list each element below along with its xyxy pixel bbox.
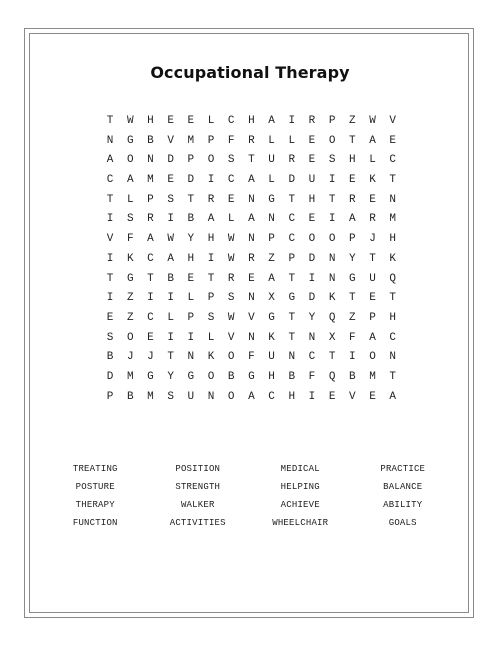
- grid-letter: E: [187, 272, 195, 285]
- grid-letter: W: [126, 115, 134, 127]
- grid-letter: K: [328, 292, 336, 305]
- grid-letter: I: [167, 331, 174, 344]
- grid-letter: B: [126, 390, 134, 403]
- word-list-item: WHEELCHAIR: [272, 518, 329, 528]
- grid-letter: E: [369, 390, 376, 403]
- grid-letter: T: [248, 154, 255, 167]
- grid-letter: A: [248, 390, 255, 403]
- grid-letter: A: [369, 134, 376, 147]
- grid-letter: Y: [349, 252, 356, 265]
- grid-letter: L: [369, 154, 376, 167]
- grid-letter: G: [248, 370, 255, 383]
- grid-letter: L: [207, 115, 215, 127]
- grid-letter: W: [227, 233, 235, 246]
- grid-letter: S: [126, 213, 134, 226]
- grid-letter: K: [369, 174, 376, 187]
- word-list-item: FUNCTION: [72, 518, 118, 528]
- grid-letter: K: [126, 252, 134, 265]
- grid-letter: T: [106, 272, 114, 285]
- grid-letter: V: [106, 233, 114, 246]
- grid-letter: Q: [328, 311, 336, 324]
- grid-letter: F: [227, 134, 235, 147]
- grid-letter: B: [288, 370, 296, 383]
- grid-letter: K: [268, 331, 275, 344]
- grid-letter: A: [126, 174, 134, 187]
- grid-letter: C: [227, 115, 235, 127]
- grid-letter: D: [308, 252, 316, 265]
- word-list: [44, 460, 454, 532]
- grid-letter: R: [349, 193, 356, 206]
- grid-letter: B: [227, 370, 235, 383]
- grid-letter: F: [126, 233, 134, 246]
- grid-letter: U: [369, 272, 376, 285]
- grid-letter: C: [288, 213, 296, 226]
- grid-letter: I: [187, 331, 195, 344]
- grid-letter: F: [248, 351, 255, 364]
- grid-letter: O: [328, 134, 336, 147]
- grid-letter: S: [106, 331, 114, 344]
- grid-letter: H: [349, 154, 356, 167]
- grid-letter: L: [288, 134, 296, 147]
- grid-letter: E: [308, 134, 316, 147]
- grid-letter: E: [187, 115, 195, 127]
- grid-letter: C: [308, 351, 316, 364]
- grid-letter: K: [389, 252, 397, 265]
- grid-letter: E: [308, 154, 316, 167]
- word-list-item: POSITION: [175, 464, 221, 474]
- grid-letter: T: [349, 292, 356, 305]
- grid-letter: T: [349, 134, 356, 147]
- grid-letter: A: [268, 272, 275, 285]
- grid-letter: C: [106, 174, 114, 187]
- grid-letter: L: [227, 213, 235, 226]
- grid-letter: B: [187, 213, 195, 226]
- grid-letter: A: [106, 154, 114, 167]
- grid-letter: Q: [389, 272, 397, 285]
- grid-letter: I: [207, 252, 215, 265]
- grid-letter: A: [147, 233, 154, 246]
- word-list-item: BALANCE: [383, 482, 423, 492]
- grid-letter: G: [126, 134, 134, 147]
- grid-letter: T: [288, 272, 296, 285]
- grid-letter: L: [126, 193, 134, 206]
- grid-letter: J: [369, 233, 376, 246]
- grid-letter: N: [389, 193, 397, 206]
- grid-letter: R: [248, 252, 255, 265]
- grid-letter: Y: [167, 370, 174, 383]
- grid-letter: U: [268, 154, 275, 167]
- grid-letter: O: [126, 154, 134, 167]
- grid-letter: P: [147, 193, 154, 206]
- grid-letter: L: [268, 174, 275, 187]
- grid-letter: G: [349, 272, 356, 285]
- grid-letter: Z: [268, 252, 275, 265]
- grid-letter: E: [167, 115, 174, 127]
- grid-letter: S: [227, 292, 235, 305]
- grid-letter: K: [207, 351, 215, 364]
- grid-letter: T: [288, 193, 296, 206]
- grid-letter: R: [288, 154, 296, 167]
- word-list-item: PRACTICE: [380, 464, 426, 474]
- grid-letter: T: [288, 311, 296, 324]
- grid-letter: P: [187, 154, 195, 167]
- grid-letter: J: [147, 351, 154, 364]
- grid-letter: H: [147, 115, 154, 127]
- grid-letter: D: [308, 292, 316, 305]
- grid-letter: V: [389, 115, 397, 127]
- grid-letter: S: [167, 390, 174, 403]
- grid-letter: E: [227, 193, 235, 206]
- grid-letter: N: [248, 292, 255, 305]
- grid-letter: T: [389, 370, 397, 383]
- grid-letter: T: [187, 193, 195, 206]
- grid-letter: N: [248, 233, 255, 246]
- grid-letter: P: [328, 115, 336, 127]
- grid-letter: Z: [349, 311, 356, 324]
- grid-letter: T: [106, 115, 114, 127]
- grid-letter: I: [106, 252, 114, 265]
- grid-letter: I: [308, 390, 316, 403]
- grid-letter: I: [106, 292, 114, 305]
- grid-letter: V: [167, 134, 174, 147]
- word-list-item: ACHIEVE: [280, 500, 320, 510]
- grid-letter: R: [248, 134, 255, 147]
- grid-letter: C: [389, 154, 397, 167]
- grid-letter: N: [389, 351, 397, 364]
- grid-letter: I: [167, 292, 174, 305]
- grid-letter: D: [288, 174, 296, 187]
- grid-letter: T: [328, 351, 336, 364]
- grid-letter: W: [167, 233, 174, 246]
- grid-letter: A: [268, 115, 275, 127]
- grid-letter: S: [227, 154, 235, 167]
- grid-letter: H: [248, 115, 255, 127]
- grid-letter: E: [308, 213, 316, 226]
- grid-letter: I: [308, 272, 316, 285]
- grid-letter: E: [369, 193, 376, 206]
- grid-letter: A: [248, 174, 255, 187]
- grid-letter: R: [369, 213, 376, 226]
- grid-letter: T: [389, 174, 397, 187]
- grid-letter: M: [187, 134, 195, 147]
- word-list-item: POSTURE: [75, 482, 115, 492]
- grid-letter: H: [389, 233, 397, 246]
- grid-letter: P: [207, 292, 215, 305]
- grid-letter: J: [126, 351, 134, 364]
- grid-letter: V: [248, 311, 255, 324]
- grid-letter: E: [106, 311, 114, 324]
- grid-letter: I: [106, 213, 114, 226]
- grid-letter: D: [106, 370, 114, 383]
- grid-letter: B: [147, 134, 154, 147]
- grid-letter: W: [227, 311, 235, 324]
- grid-letter: Q: [328, 370, 336, 383]
- grid-letter: I: [147, 292, 154, 305]
- grid-letter: T: [167, 351, 174, 364]
- grid-letter: M: [369, 370, 376, 383]
- grid-letter: A: [167, 252, 174, 265]
- grid-letter: B: [167, 272, 174, 285]
- grid-letter: G: [126, 272, 134, 285]
- grid-letter: W: [227, 252, 235, 265]
- grid-letter: G: [147, 370, 154, 383]
- grid-letter: H: [288, 390, 296, 403]
- grid-letter: Z: [126, 311, 134, 324]
- grid-letter: O: [126, 331, 134, 344]
- grid-letter: G: [268, 193, 275, 206]
- grid-letter: C: [389, 331, 397, 344]
- word-list-item: ACTIVITIES: [169, 518, 226, 528]
- grid-letter: C: [227, 174, 235, 187]
- grid-letter: N: [328, 272, 336, 285]
- grid-letter: H: [207, 233, 215, 246]
- grid-letter: S: [207, 311, 215, 324]
- grid-letter: N: [308, 331, 316, 344]
- grid-letter: N: [288, 351, 296, 364]
- grid-letter: Y: [308, 311, 316, 324]
- grid-letter: O: [227, 351, 235, 364]
- grid-letter: Z: [126, 292, 134, 305]
- grid-letter: B: [349, 370, 356, 383]
- grid-letter: O: [369, 351, 376, 364]
- grid-letter: N: [248, 193, 255, 206]
- grid-letter: T: [389, 292, 397, 305]
- grid-letter: O: [308, 233, 316, 246]
- grid-letter: N: [268, 213, 275, 226]
- word-list-item: ABILITY: [383, 500, 423, 510]
- grid-letter: L: [187, 292, 195, 305]
- grid-letter: O: [227, 390, 235, 403]
- grid-letter: T: [328, 193, 336, 206]
- grid-letter: D: [167, 154, 174, 167]
- grid-letter: D: [187, 174, 195, 187]
- grid-letter: T: [147, 272, 154, 285]
- grid-letter: Z: [349, 115, 356, 127]
- word-list-item: TREATING: [72, 464, 118, 474]
- puzzle-title: Occupational Therapy: [150, 63, 350, 82]
- grid-letter: I: [349, 351, 356, 364]
- grid-letter: I: [167, 213, 174, 226]
- grid-letter: G: [187, 370, 195, 383]
- grid-letter: P: [207, 134, 215, 147]
- grid-letter: N: [147, 154, 154, 167]
- grid-letter: E: [328, 390, 336, 403]
- grid-letter: O: [328, 233, 336, 246]
- letter-grid: [100, 112, 403, 407]
- grid-letter: C: [147, 252, 154, 265]
- grid-letter: L: [167, 311, 174, 324]
- grid-letter: H: [268, 370, 275, 383]
- grid-letter: G: [288, 292, 296, 305]
- grid-letter: H: [389, 311, 397, 324]
- grid-letter: M: [126, 370, 134, 383]
- grid-letter: P: [288, 252, 296, 265]
- grid-letter: N: [207, 390, 215, 403]
- grid-letter: N: [248, 331, 255, 344]
- grid-letter: U: [268, 351, 275, 364]
- grid-letter: N: [187, 351, 195, 364]
- word-list-item: HELPING: [280, 482, 320, 492]
- grid-letter: E: [389, 134, 397, 147]
- grid-letter: V: [227, 331, 235, 344]
- grid-letter: L: [207, 331, 215, 344]
- grid-letter: X: [328, 331, 336, 344]
- grid-letter: P: [187, 311, 195, 324]
- grid-letter: G: [268, 311, 275, 324]
- grid-letter: I: [328, 213, 336, 226]
- grid-letter: C: [268, 390, 275, 403]
- grid-letter: O: [207, 370, 215, 383]
- grid-letter: R: [207, 193, 215, 206]
- grid-letter: A: [248, 213, 255, 226]
- grid-letter: A: [207, 213, 215, 226]
- grid-letter: A: [389, 390, 397, 403]
- grid-letter: I: [207, 174, 215, 187]
- grid-letter: U: [187, 390, 195, 403]
- grid-letter: E: [248, 272, 255, 285]
- grid-letter: C: [288, 233, 296, 246]
- grid-letter: P: [369, 311, 376, 324]
- grid-letter: E: [167, 174, 174, 187]
- grid-letter: Y: [187, 233, 195, 246]
- grid-letter: E: [349, 174, 356, 187]
- word-list-item: STRENGTH: [175, 482, 221, 492]
- grid-letter: L: [268, 134, 275, 147]
- grid-letter: V: [349, 390, 356, 403]
- word-list-item: GOALS: [388, 518, 417, 528]
- grid-letter: T: [288, 331, 296, 344]
- grid-letter: R: [147, 213, 154, 226]
- grid-letter: C: [147, 311, 154, 324]
- grid-letter: P: [268, 233, 275, 246]
- grid-letter: X: [268, 292, 275, 305]
- grid-letter: P: [349, 233, 356, 246]
- grid-letter: R: [308, 115, 316, 127]
- grid-letter: I: [328, 174, 336, 187]
- grid-letter: T: [207, 272, 215, 285]
- grid-letter: P: [106, 390, 114, 403]
- grid-letter: N: [328, 252, 336, 265]
- grid-letter: A: [369, 331, 376, 344]
- word-list-item: WALKER: [180, 500, 215, 510]
- grid-letter: M: [389, 213, 397, 226]
- grid-letter: T: [369, 252, 376, 265]
- grid-letter: R: [227, 272, 235, 285]
- grid-letter: T: [106, 193, 114, 206]
- grid-letter: H: [187, 252, 195, 265]
- grid-letter: F: [308, 370, 316, 383]
- grid-letter: U: [308, 174, 316, 187]
- grid-letter: E: [147, 331, 154, 344]
- grid-letter: E: [369, 292, 376, 305]
- grid-letter: M: [147, 174, 154, 187]
- grid-letter: H: [308, 193, 316, 206]
- grid-letter: M: [147, 390, 154, 403]
- grid-letter: S: [167, 193, 174, 206]
- grid-letter: A: [349, 213, 356, 226]
- word-list-item: THERAPY: [75, 500, 115, 510]
- grid-letter: W: [369, 115, 376, 127]
- word-list-item: MEDICAL: [280, 464, 320, 474]
- grid-letter: F: [349, 331, 356, 344]
- grid-letter: O: [207, 154, 215, 167]
- grid-letter: I: [288, 115, 296, 127]
- grid-letter: N: [106, 134, 114, 147]
- grid-letter: S: [328, 154, 336, 167]
- grid-letter: B: [106, 351, 114, 364]
